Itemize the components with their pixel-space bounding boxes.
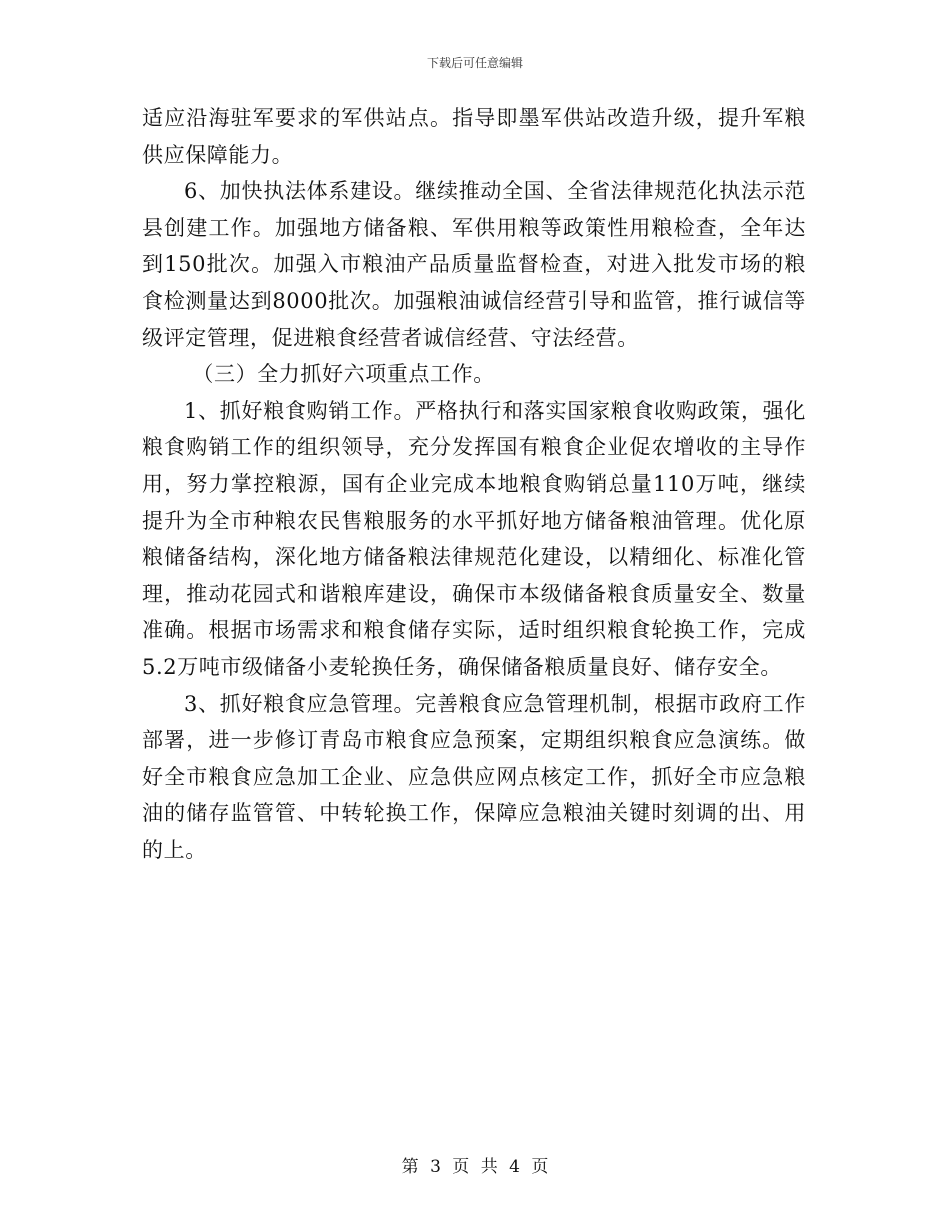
paragraph-emergency-management: 3、抓好粮食应急管理。完善粮食应急管理机制，根据市政府工作部署，进一步修订青岛市粮食应急预案，定期组织粮食应急演练。做好全市粮食应急加工企业、应急供应网点核定工作，抓好全市应急粮油的储存监管管、中转轮换工作，保障应急粮油关键时刻调的出、用的上。: [142, 691, 806, 862]
paragraph-law-enforcement: 6、加快执法体系建设。继续推动全国、全省法律规范化执法示范县创建工作。加强地方储备粮、军供用粮等政策性用粮检查，全年达到150批次。加强入市粮油产品质量监督检查，对进入批发市场的粮食检测量达到8000批次。加强粮油诚信经营引导和监管，推行诚信等级评定管理，促进粮食经营者诚信经营、守法经营。: [142, 179, 806, 350]
paragraph-grain-purchase: 1、抓好粮食购销工作。严格执行和落实国家粮食收购政策，强化粮食购销工作的组织领导，充分发挥国有粮食企业促农增收的主导作用，努力掌控粮源，国有企业完成本地粮食购销总量110万吨，继续提升为全市种粮农民售粮服务的水平抓好地方储备粮油管理。优化原粮储备结构，深化地方储备粮法律规范化建设，以精细化、标准化管理，推动花园式和谐粮库建设，确保市本级储备粮食质量安全、数量准确。根据市场需求和粮食储存实际，适时组织粮食轮换工作，完成5.2万吨市级储备小麦轮换任务，确保储备粮质量良好、储存安全。: [142, 398, 806, 679]
page-header: 下载后可任意编辑: [426, 56, 523, 70]
paragraph-continuation: 适应沿海驻军要求的军供站点。指导即墨军供站改造升级，提升军粮供应保障能力。: [142, 106, 806, 167]
section-heading: （三）全力抓好六项重点工作。: [192, 362, 495, 387]
page-number: 第 3 页 共 4 页: [401, 1157, 549, 1177]
document-body: [142, 100, 806, 868]
